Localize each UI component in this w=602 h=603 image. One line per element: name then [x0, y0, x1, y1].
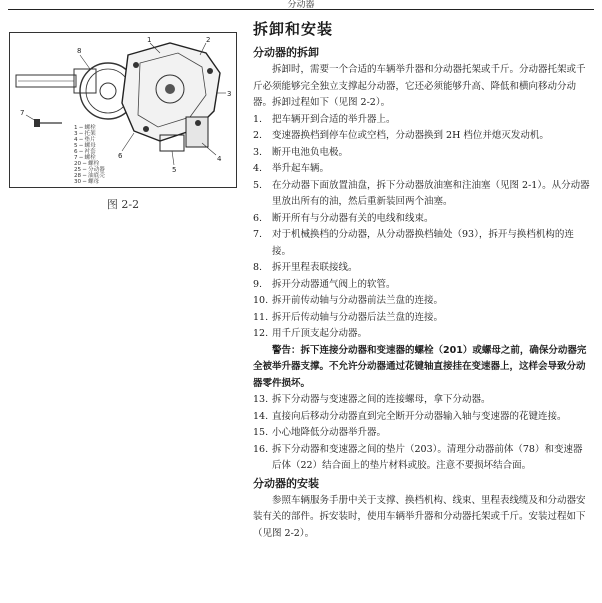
step-number: 5.: [253, 179, 263, 191]
running-header: 分动器: [287, 0, 315, 10]
step-number: 2.: [253, 130, 263, 141]
step-text: 用千斤顶支起分动器。: [272, 328, 368, 339]
step-text: 举升起车辆。: [272, 163, 330, 174]
removal-intro: 拆卸时，需要一个合适的车辆举升器和分动器托架或千斤。分动器托架或千斤必须能够完全独立支撑起分动器，它还必须能够升高、降低和横向移动分动器。拆卸过程如下（见图 2-2）。: [253, 64, 586, 108]
legend-line: 6 ─ 衬套: [74, 149, 96, 155]
legend-line: 7 ─ 螺栓: [74, 155, 96, 161]
step-number: 13.: [253, 394, 269, 405]
step-item: [253, 310, 591, 327]
step-item: [253, 425, 591, 442]
step-item: [253, 409, 591, 426]
step-text: 拆开后传动轴与分动器后法兰盘的连接。: [272, 311, 444, 323]
section-title: 拆卸和安装: [253, 20, 334, 38]
step-number: 15.: [253, 427, 269, 438]
step-item: [253, 211, 591, 228]
callout-label: 1: [147, 36, 152, 44]
legend-line: 4 ─ 垫片: [74, 137, 96, 143]
step-item: [253, 161, 591, 178]
step-number: 7.: [253, 229, 263, 240]
legend-line: 20 ─ 螺栓: [74, 161, 100, 167]
warning-text: 警告：拆下连接分动器和变速器的螺栓（201）或螺母之前，确保分动器完全被举升器支撑。不允许分动器通过花键轴直接挂在变速器上，这样会导致分动器零件损坏。: [253, 344, 587, 389]
installation-heading: 分动器的安装: [253, 476, 319, 490]
step-text: 拆开分动器通气阀上的软管。: [272, 278, 396, 290]
step-item: [253, 392, 591, 409]
step-number: 12.: [253, 328, 269, 339]
callout-label: 5: [172, 166, 177, 174]
step-item: [253, 145, 591, 162]
step-number: 6.: [253, 212, 263, 224]
step-item: [253, 260, 591, 277]
step-number: 8.: [253, 262, 263, 273]
callout-label: 8: [77, 47, 82, 55]
legend-line: 1 ─ 螺栓: [74, 125, 96, 131]
step-item: [253, 442, 591, 475]
step-text: 直接向后移动分动器直到完全断开分动器输入轴与变速器的花键连接。: [272, 410, 567, 422]
legend-line: 25 ─ 分动器: [74, 167, 105, 173]
step-number: 3.: [253, 146, 263, 158]
legend-line: 30 ─ 螺母: [74, 179, 100, 185]
figure-caption: 图 2-2: [106, 198, 140, 211]
step-item: [253, 112, 591, 129]
step-item: [253, 326, 591, 343]
step-text: 在分动器下面放置油盘，拆下分动器放油塞和注油塞（见图 2-1）。从分动器里放出所有的油，然后重新装回两个油塞。: [272, 179, 590, 207]
step-item: [253, 178, 591, 211]
callout-label: 7: [20, 109, 25, 117]
main-content: [253, 18, 591, 542]
step-item: [253, 128, 591, 145]
step-text: 拆开里程表联接线。: [272, 262, 358, 273]
installation-intro: 参照车辆服务手册中关于支撑、换档机构、线束、里程表线缆及和分动器安装有关的部件。拆安装时，使用车辆举升器和分动器托架或千斤。安装过程如下（见图 2-2）。: [253, 494, 586, 539]
step-number: 16.: [253, 443, 269, 455]
callout-label: 4: [217, 155, 222, 163]
step-text: 对于机械换档的分动器，从分动器换档轴处（93），拆开与换档机构的连接。: [272, 229, 574, 257]
step-text: 变速器换档到停车位或空档，分动器换到 2H 档位并熄灭发动机。: [272, 130, 549, 141]
step-text: 小心地降低分动器举升器。: [272, 427, 387, 438]
step-item: [253, 293, 591, 310]
transfer-case-drawing: [10, 33, 236, 187]
step-number: 9.: [253, 278, 263, 290]
removal-heading: 分动器的拆卸: [253, 46, 319, 59]
step-number: 10.: [253, 295, 269, 306]
transfer-case-illustration: [9, 32, 237, 188]
legend-line: 5 ─ 螺母: [74, 143, 96, 149]
removal-steps-list-continued: [253, 392, 591, 475]
step-text: 断开所有与分动器有关的电线和线束。: [272, 212, 434, 224]
step-number: 11.: [253, 311, 269, 323]
legend-line: 3 ─ 托架: [74, 131, 96, 137]
step-text: 拆下分动器与变速器之间的连接螺母，拿下分动器。: [272, 394, 491, 405]
legend-line: 28 ─ 油底壳: [74, 173, 105, 179]
step-item: [253, 227, 591, 260]
step-text: 拆下分动器和变速器之间的垫片（203）。清理分动器前体（78）和变速器后体（22）结合面上的垫片材料或胶。注意不要损坏结合面。: [272, 443, 583, 471]
step-text: 断开电池负电极。: [272, 146, 349, 158]
callout-label: 6: [118, 152, 123, 160]
callout-label: 3: [227, 90, 232, 98]
step-number: 1.: [253, 113, 263, 125]
step-number: 14.: [253, 410, 269, 422]
callout-label: 2: [206, 36, 211, 44]
step-text: 拆开前传动轴与分动器前法兰盘的连接。: [272, 295, 444, 306]
step-number: 4.: [253, 163, 263, 174]
removal-steps-list: [253, 112, 591, 343]
step-text: 把车辆开到合适的举升器上。: [272, 113, 396, 125]
step-item: [253, 277, 591, 294]
